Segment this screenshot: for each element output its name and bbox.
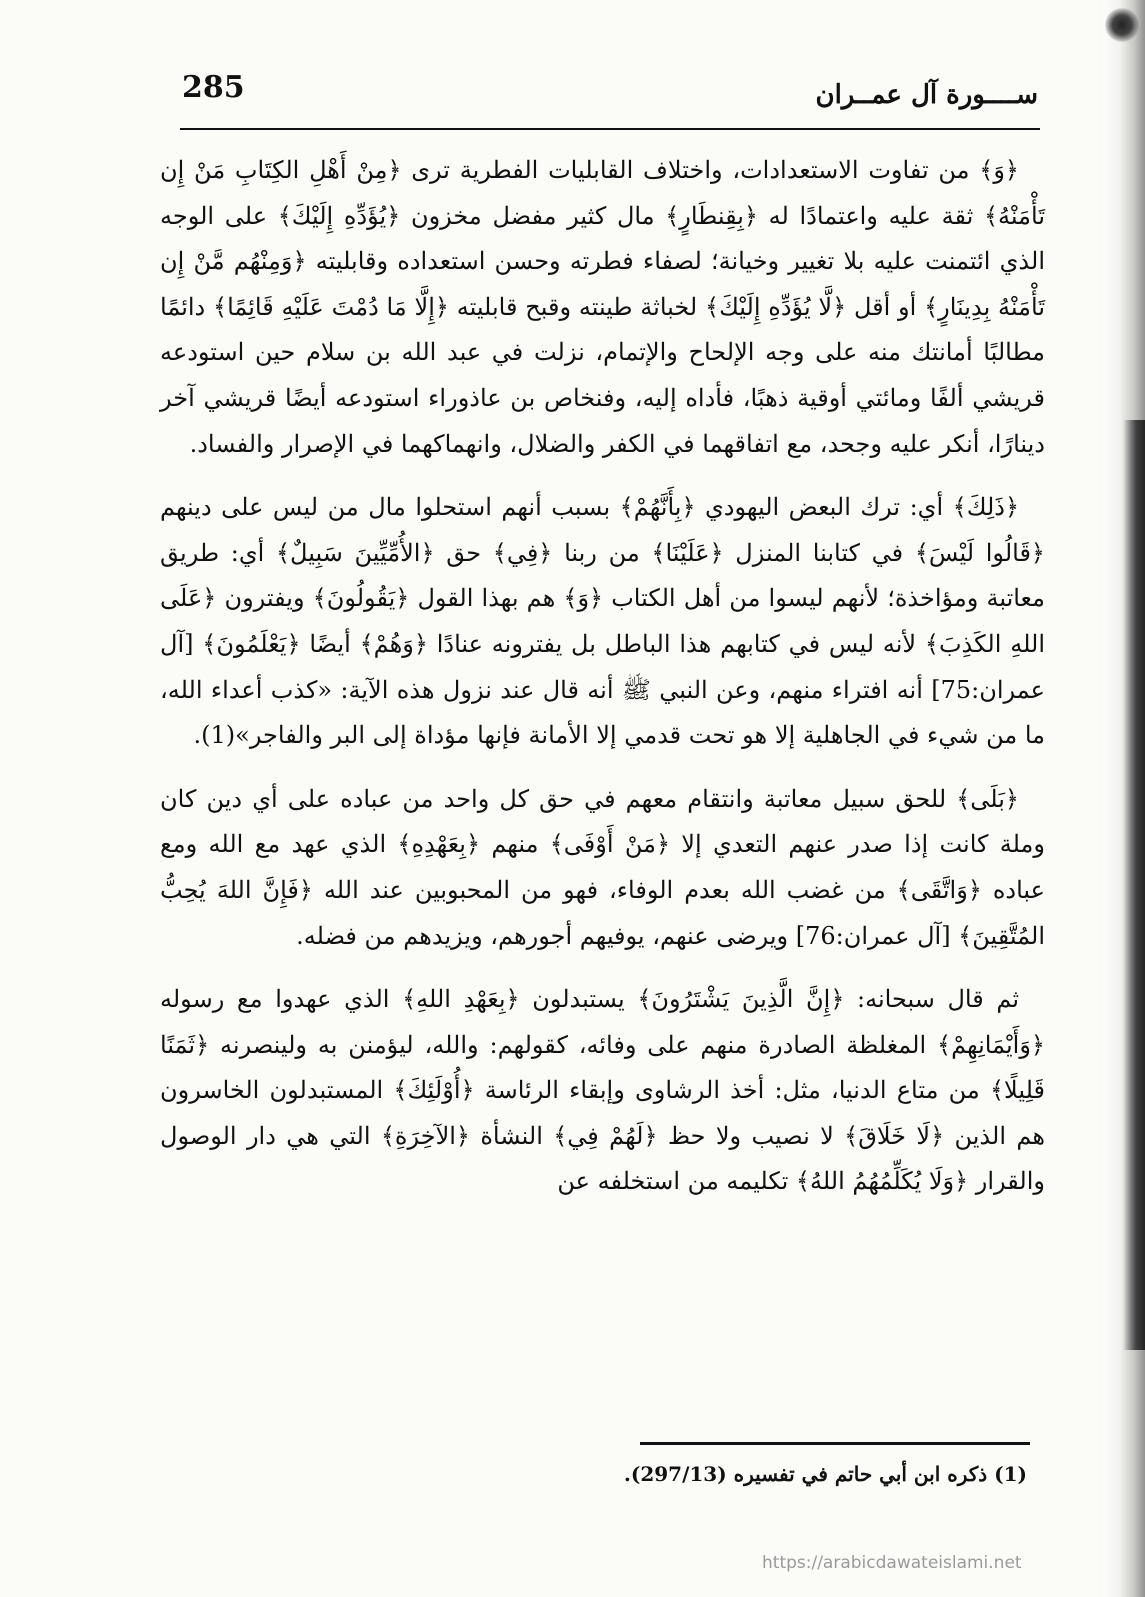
scan-binding-shadow — [1123, 420, 1145, 1350]
footnote: (1) ذكره ابن أبي حاتم في تفسيره (297/13). — [623, 1462, 1027, 1486]
page-body — [160, 148, 1045, 1205]
paragraph-3: ﴿بَلَى﴾ للحق سبيل معاتبة وانتقام معهم في حق كل واحد من عباده على أي دين كان وملة كانت إذا صدر عنهم التعدي إلا ﴿مَنْ أَوْفَى﴾ منهم ﴿بِعَهْدِهِ﴾ الذي عهد مع الله ومع عباده ﴿وَاتَّقَى﴾ من غضب الله بعدم الوفاء، فهو من المحبوبين عند الله ﴿فَإِنَّ اللهَ يُحِبُّ المُتَّقِينَ﴾ [آل عمران:76] ويرضى عنهم، يوفيهم أجورهم، ويزيدهم من فضله. — [160, 784, 1045, 950]
watermark-url: https://arabicdawateislami.net — [762, 1553, 1022, 1573]
paragraph-2: ﴿ذَلِكَ﴾ أي: ترك البعض اليهودي ﴿بِأَنَّهُمْ﴾ بسبب أنهم استحلوا مال من ليس على دينهم ﴿قَالُوا لَيْسَ﴾ في كتابنا المنزل ﴿عَلَيْنَا﴾ من ربنا ﴿فِي﴾ حق ﴿الأُمِّيِّينَ سَبِيلٌ﴾ أي: طريق معاتبة ومؤاخذة؛ لأنهم ليسوا من أهل الكتاب ﴿وَ﴾ هم بهذا القول ﴿يَقُولُونَ﴾ ويفترون ﴿عَلَى اللهِ الكَذِبَ﴾ لأنه ليس في كتابهم هذا الباطل بل يفترونه عنادًا ﴿وَهُمْ﴾ أيضًا ﴿يَعْلَمُونَ﴾ [آل عمران:75] أنه افتراء منهم، وعن النبي ﷺ أنه قال عند نزول هذه الآية: «كذب أعداء الله، ما من شيء في الجاهلية إلا هو تحت قدمي إلا الأمانة فإنها مؤداة إلى البر والفاجر»(1). — [160, 493, 1045, 750]
paragraph-4: ثم قال سبحانه: ﴿إِنَّ الَّذِينَ يَشْتَرُونَ﴾ يستبدلون ﴿بِعَهْدِ اللهِ﴾ الذي عهدوا مع رسوله ﴿وَأَيْمَانِهِمْ﴾ المغلظة الصادرة منهم على وفائه، كقولهم: والله، ليؤمنن به ولينصرنه ﴿ثَمَنًا قَلِيلًا﴾ من متاع الدنيا، مثل: أخذ الرشاوى وإبقاء الرئاسة ﴿أُوْلَئِكَ﴾ المستبدلون الخاسرون هم الذين ﴿لَا خَلَاقَ﴾ لا نصيب ولا حظ ﴿لَهُمْ فِي﴾ النشأة ﴿الآخِرَةِ﴾ التي هي دار الوصول والقرار ﴿وَلَا يُكَلِّمُهُمُ اللهُ﴾ تكليمه من استخلفه عن — [160, 985, 1045, 1196]
page-header — [182, 64, 1038, 126]
footnote-divider — [640, 1442, 1030, 1445]
surah-title: ســــورة آل عمــران — [815, 80, 1038, 110]
scan-ink-spot — [1105, 8, 1139, 42]
header-divider — [180, 128, 1040, 130]
page-number: 285 — [182, 70, 245, 105]
paragraph-1: ﴿وَ﴾ من تفاوت الاستعدادات، واختلاف القابليات الفطرية ترى ﴿مِنْ أَهْلِ الكِتَابِ مَنْ إِن تَأْمَنْهُ﴾ ثقة عليه واعتمادًا له ﴿بِقِنطَارٍ﴾ مال كثير مفضل مخزون ﴿يُؤَدِّهِ إِلَيْكَ﴾ على الوجه الذي ائتمنت عليه بلا تغيير وخيانة؛ لصفاء فطرته وحسن استعداده وقابليته ﴿وَمِنْهُم مَّنْ إِن تَأْمَنْهُ بِدِينَارٍ﴾ أو أقل ﴿لَّا يُؤَدِّهِ إِلَيْكَ﴾ لخباثة طينته وقبح قابليته ﴿إِلَّا مَا دُمْتَ عَلَيْهِ قَائِمًا﴾ دائمًا مطالبًا أمانتك منه على وجه الإلحاح والإتمام، نزلت في عبد الله بن سلام حين استودعه قريشي ألفًا ومائتي أوقية ذهبًا، فأداه إليه، وفنخاص بن عاذوراء استودعه أيضًا قريشي آخر دينارًا، أنكر عليه وجحد، مع اتفاقهما في الكفر والضلال، وانهماكهما في الإصرار والفساد. — [160, 156, 1045, 458]
